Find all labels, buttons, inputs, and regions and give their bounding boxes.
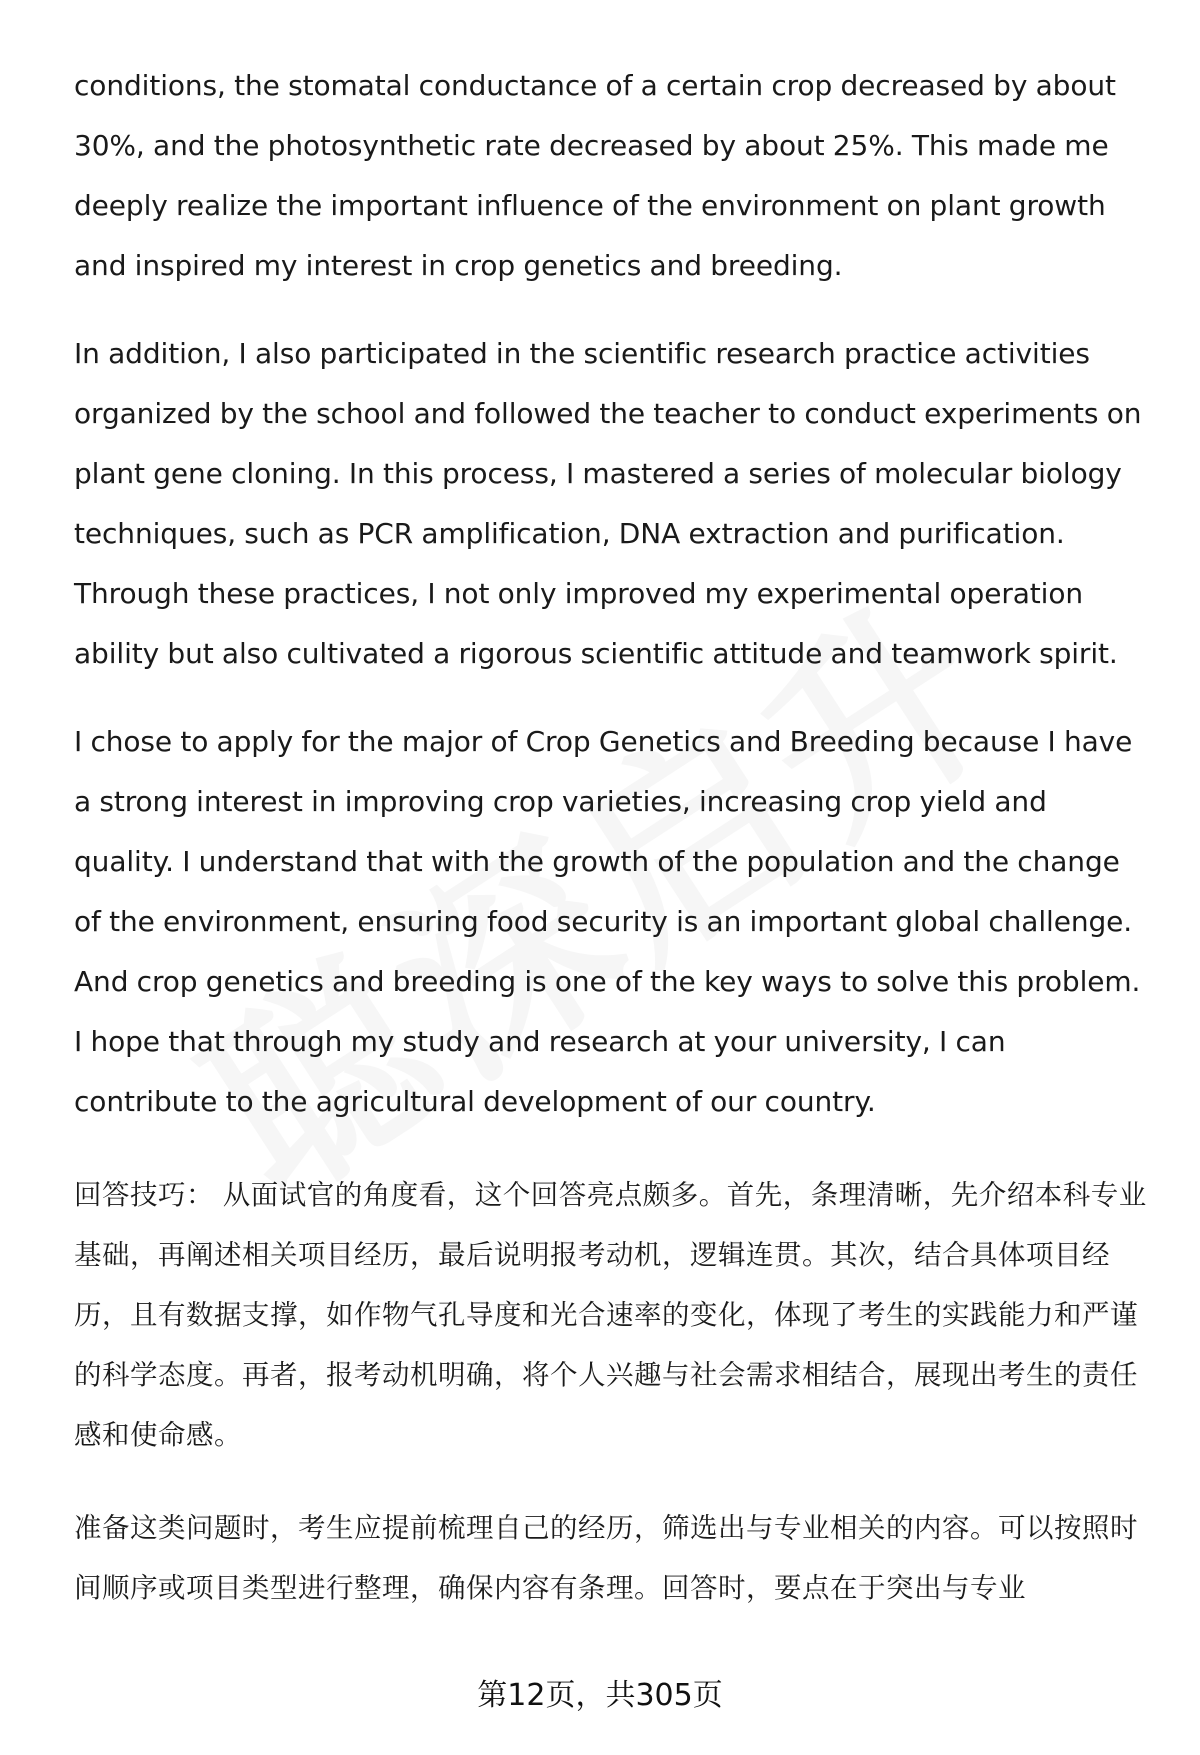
paragraph-stomatal-conductance: conditions, the stomatal conductance of a certain crop decreased by about 30%, and the photosynthetic rate decreased by about 25%. This made me deeply realize the important influence of the environment on plant growth and inspired my interest in crop genetics and breeding. (74, 69, 1116, 282)
paragraph-research-practice: In addition, I also participated in the scientific research practice activities organized by the school and followed the teacher to conduct experiments on plant gene cloning. In this process, I mastered a series of molecular biology techniques, such as PCR amplification, DNA extraction and purification. Through these practices, I not only improved my experimental operation ability but also cultivated a rigorous scientific attitude and teamwork spirit. (74, 337, 1142, 670)
page-number-footer: 第12页，共305页 (477, 1678, 723, 1713)
page-content (74, 56, 1154, 1618)
paragraph-preparation-advice: 准备这类问题时，考生应提前梳理自己的经历，筛选出与专业相关的内容。可以按照时间顺序或项目类型进行整理，确保内容有条理。回答时，要点在于突出与专业 (74, 1512, 1138, 1604)
paragraph-application-motivation: I chose to apply for the major of Crop Genetics and Breeding because I have a strong interest in improving crop varieties, increasing crop yield and quality. I understand that with the growth of the population and the change of the environment, ensuring food security is an important global challenge. And crop genetics and breeding is one of the key ways to solve this problem. I hope that through my study and research at your university, I can contribute to the agricultural development of our country. (74, 725, 1141, 1118)
paragraph-answer-tips: 回答技巧： 从面试官的角度看，这个回答亮点颇多。首先，条理清晰，先介绍本科专业基础，再阐述相关项目经历，最后说明报考动机，逻辑连贯。其次，结合具体项目经历，且有数据支撑，如作物气孔导度和光合速率的变化，体现了考生的实践能力和严谨的科学态度。再者，报考动机明确，将个人兴趣与社会需求相结合，展现出考生的责任感和使命感。 (74, 1179, 1147, 1451)
